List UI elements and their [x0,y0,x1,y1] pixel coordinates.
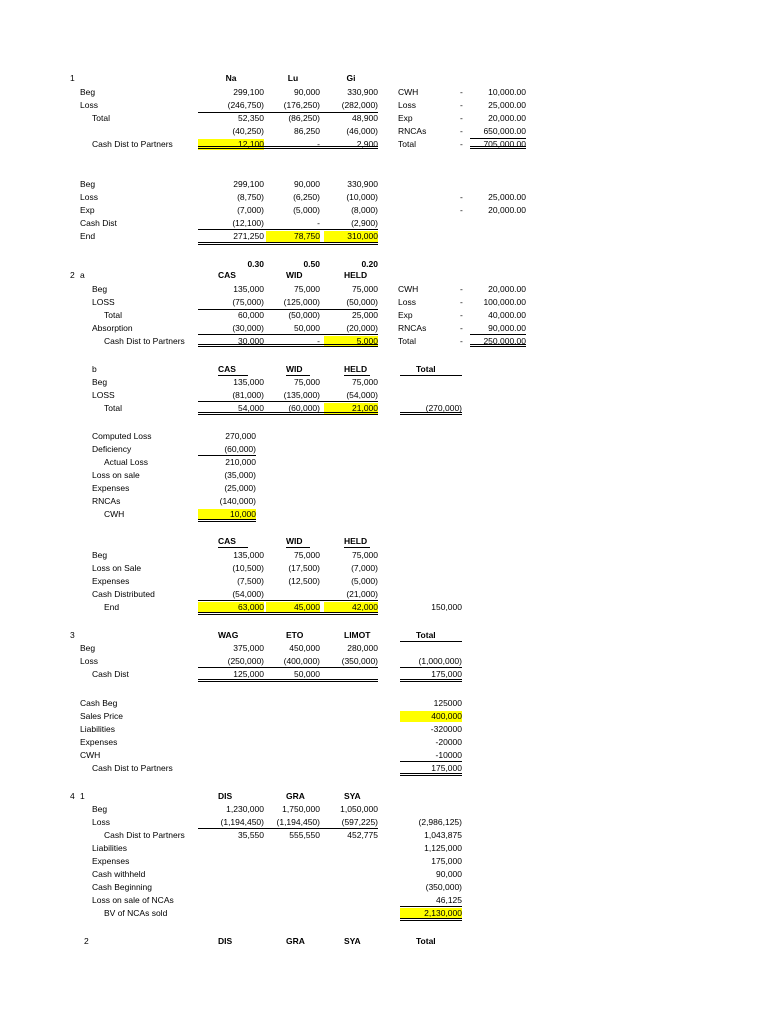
problem-number: 3 [70,630,75,640]
p1-row2-col0: 52,350 [238,113,264,123]
p3-row1-col1: (400,000) [283,656,320,666]
underline [198,229,378,230]
side-dash: - [460,205,463,215]
p2a-row1-col0: (75,000) [232,297,264,307]
total-value: 1,125,000 [424,843,462,853]
p2c-row3-col1 [266,589,320,600]
side-label: RNCAs [398,126,427,136]
side-dash: - [460,139,463,149]
double-underline [470,146,526,149]
total-value: (2,986,125) [418,817,462,827]
problem-number: 4 [70,791,75,801]
row-label: Beg [80,179,96,189]
double-underline [400,679,462,682]
p2c-row3-col0: (54,000) [232,589,264,599]
p2c-row2-col0: (7,500) [237,576,264,586]
p2c-row1-col0: (10,500) [232,563,264,573]
p2a-row4-col2: 5,000 [324,336,378,347]
col-header: SYA [344,936,361,946]
side-dash: - [460,336,463,346]
side-dash: - [460,100,463,110]
side-value: 20,000.00 [488,113,526,123]
calc-value: 125000 [433,698,462,708]
side-dash: - [460,323,463,333]
col-header: Total [416,364,436,374]
row-label: Expenses [92,576,130,586]
row-label: Beg [92,804,108,814]
side-dash: - [460,310,463,320]
calc-value: (140,000) [219,496,256,506]
col-header: DIS [218,791,233,801]
col-header: Na [225,73,237,83]
list-label: Liabilities [92,843,127,853]
ratio: 0.50 [303,259,320,269]
ratio: 0.30 [247,259,264,269]
row-label: LOSS [92,297,115,307]
p2a-row2-col1: (50,000) [288,310,320,320]
row-label: Beg [92,284,108,294]
col-header: WID [286,270,303,280]
list-label: BV of NCAs sold [104,908,168,918]
row-label: Cash Dist to Partners [104,336,185,346]
p2c-row0-col1: 75,000 [294,550,320,560]
p1b-row3-col0: (12,100) [232,218,264,228]
side-value: 100,000.00 [483,297,526,307]
p1-row4-col1: - [317,139,320,149]
col-header: WID [286,536,303,546]
underline [400,641,462,642]
calc-value: 270,000 [225,431,256,441]
double-underline [400,412,462,415]
p1-row0-col0: 299,100 [233,87,264,97]
underline [198,112,378,113]
p2a-row3-col0: (30,000) [232,323,264,333]
row-label: Beg [80,643,96,653]
underline [344,547,370,548]
p2c-row4-col2: 42,000 [324,602,378,613]
p2a-row0-col1: 75,000 [294,284,320,294]
double-underline [400,918,462,921]
underline [400,761,462,762]
p2c-row1-col1: (17,500) [288,563,320,573]
p4-row0-col2: 1,050,000 [340,804,378,814]
p3-row0-col0: 375,000 [233,643,264,653]
side-label: Loss [398,100,416,110]
p1b-row2-col1: (5,000) [293,205,320,215]
p2c-row2-col2: (5,000) [351,576,378,586]
calc-label: Loss on sale [92,470,140,480]
calc-label: Computed Loss [92,431,152,441]
double-underline [400,773,462,776]
p4-row0-col0: 1,230,000 [226,804,264,814]
underline [218,375,248,376]
col-header: HELD [344,536,368,546]
underline [344,375,370,376]
problem-number: 1 [70,73,75,83]
total-value: 46,125 [436,895,462,905]
p4-row1-col2: (597,225) [341,817,378,827]
p1b-row1-col0: (8,750) [237,192,264,202]
row-label: Cash Distributed [92,589,155,599]
double-underline [198,679,378,682]
p1-row2-col1: (86,250) [288,113,320,123]
col-header: Total [416,936,436,946]
calc-label: Sales Price [80,711,123,721]
row-label: End [80,231,96,241]
col-header: LIMOT [344,630,371,640]
p2c-row0-col2: 75,000 [352,550,378,560]
p2c-row4-col1: 45,000 [266,602,320,613]
p2a-row2-col0: 60,000 [238,310,264,320]
side-label: Loss [398,297,416,307]
side-value: 10,000.00 [488,87,526,97]
underline [198,334,378,335]
col-header: GRA [286,936,305,946]
underline [470,334,526,335]
side-dash: - [460,113,463,123]
side-dash: - [460,297,463,307]
underline [400,375,462,376]
side-value: 25,000.00 [488,192,526,202]
p1b-row2-col0: (7,000) [237,205,264,215]
p2a-row1-col2: (50,000) [346,297,378,307]
side-value: 40,000.00 [488,310,526,320]
row-label: Loss [80,100,98,110]
double-underline [198,519,256,522]
p1-row1-col1: (176,250) [283,100,320,110]
p2a-row0-col2: 75,000 [352,284,378,294]
p1b-row0-col0: 299,100 [233,179,264,189]
double-underline [198,242,378,245]
row-label: Beg [92,377,108,387]
calc-value: -10000 [435,750,462,760]
problem-sub-number: 2 [84,936,89,946]
p1-row3-col2: (46,000) [346,126,378,136]
p2a-row0-col0: 135,000 [233,284,264,294]
calc-value: (35,000) [224,470,256,480]
p4-row1-col0: (1,194,450) [220,817,264,827]
row-label: Loss [80,656,98,666]
p3-row2-col0: 125,000 [233,669,264,679]
col-header: CAS [218,536,236,546]
p2b-row0-col1: 75,000 [294,377,320,387]
ratio: 0.20 [361,259,378,269]
total-value: 90,000 [436,869,462,879]
underline [400,906,462,907]
p1-row0-col2: 330,900 [347,87,378,97]
total-value: (1,000,000) [418,656,462,666]
p1b-row4-col2: 310,000 [324,231,378,242]
row-label: Loss on Sale [92,563,142,573]
p1b-row4-col0: 271,250 [233,231,264,241]
underline [400,667,462,668]
side-dash: - [460,192,463,202]
problem-letter: b [92,364,97,374]
row-label: Loss [92,817,110,827]
underline [470,138,526,139]
side-label: CWH [398,284,419,294]
double-underline [198,612,378,615]
p2a-row2-col2: 25,000 [352,310,378,320]
p2a-row3-col1: 50,000 [294,323,320,333]
p2b-row0-col0: 135,000 [233,377,264,387]
underline [218,547,248,548]
p1-row2-col2: 48,900 [352,113,378,123]
side-value: 650,000.00 [483,126,526,136]
p4-row2-col2: 452,775 [347,830,378,840]
double-underline [198,412,378,415]
calc-label: CWH [104,509,125,519]
total-value [400,643,462,654]
side-value: 250,000.00 [483,336,526,346]
p1-row4-col0: 12,100 [198,139,264,150]
total-value: 150,000 [431,602,462,612]
row-label: Beg [80,87,96,97]
total-value: 1,043,875 [424,830,462,840]
total-value: (270,000) [425,403,462,413]
calc-value: 400,000 [400,711,462,722]
side-dash: - [460,87,463,97]
calc-label: RNCAs [92,496,121,506]
row-label: Exp [80,205,95,215]
p1b-row0-col2: 330,900 [347,179,378,189]
p2b-row1-col1: (135,000) [283,390,320,400]
p2b-row2-col1: (60,000) [288,403,320,413]
p4-row2-col0: 35,550 [238,830,264,840]
p1-row3-col0: (40,250) [232,126,264,136]
calc-value: (25,000) [224,483,256,493]
problem-letter: a [80,270,85,280]
underline [198,455,256,456]
row-label: Loss [80,192,98,202]
total-value: 2,130,000 [400,908,462,919]
col-header: GRA [286,791,305,801]
p1-row1-col0: (246,750) [227,100,264,110]
p2b-row0-col2: 75,000 [352,377,378,387]
col-header: CAS [218,364,236,374]
calc-label: Cash Beg [80,698,118,708]
total-value: 175,000 [431,856,462,866]
calc-value: 10,000 [198,509,256,520]
col-header: CAS [218,270,236,280]
p2c-row3-col2: (21,000) [346,589,378,599]
p2a-row1-col1: (125,000) [283,297,320,307]
p3-row1-col2: (350,000) [341,656,378,666]
col-header: WID [286,364,303,374]
p2b-row2-col2: 21,000 [324,403,378,414]
total-value: 175,000 [431,669,462,679]
side-value: 20,000.00 [488,284,526,294]
p1b-row4-col1: 78,750 [266,231,320,242]
calc-label: Liabilities [80,724,115,734]
p2b-row2-col0: 54,000 [238,403,264,413]
side-label: CWH [398,87,419,97]
calc-value: 175,000 [431,763,462,773]
p2c-row0-col0: 135,000 [233,550,264,560]
side-label: RNCAs [398,323,427,333]
list-label: Expenses [92,856,130,866]
side-value: 705,000.00 [483,139,526,149]
p2c-row2-col1: (12,500) [288,576,320,586]
p1-row4-col2: 2,900 [356,139,378,149]
p2c-row4-col0: 63,000 [198,602,264,613]
double-underline [198,146,378,149]
calc-value: (60,000) [224,444,256,454]
col-header: Total [416,630,436,640]
col-header: Gi [346,73,356,83]
p2c-row1-col2: (7,000) [351,563,378,573]
row-label: LOSS [92,390,115,400]
side-dash: - [460,126,463,136]
p2a-row4-col1: - [317,336,320,346]
col-header: Lu [287,73,299,83]
row-label: Beg [92,550,108,560]
p3-row1-col0: (250,000) [227,656,264,666]
p1b-row1-col1: (6,250) [293,192,320,202]
underline [198,600,378,601]
underline [286,547,310,548]
side-label: Total [398,139,416,149]
calc-label: CWH [80,750,101,760]
calc-label: Actual Loss [104,457,148,467]
row-label: Cash Dist [92,669,129,679]
row-label: Total [92,113,110,123]
calc-value: -320000 [430,724,462,734]
p1b-row2-col2: (8,000) [351,205,378,215]
row-label: Cash Dist to Partners [104,830,185,840]
list-label: Cash withheld [92,869,146,879]
calc-value: -20000 [435,737,462,747]
col-header: HELD [344,270,368,280]
col-header: SYA [344,791,361,801]
p4-row2-col1: 555,550 [289,830,320,840]
row-label: Cash Dist to Partners [92,139,173,149]
problem-sub-number: 1 [80,791,85,801]
row-label: Total [104,403,122,413]
p3-row0-col1: 450,000 [289,643,320,653]
underline [198,667,378,668]
side-label: Exp [398,310,413,320]
problem-number: 2 [70,270,75,280]
p4-row1-col1: (1,194,450) [276,817,320,827]
total-value: (350,000) [425,882,462,892]
double-underline [198,344,378,347]
p3-row0-col2: 280,000 [347,643,378,653]
row-label: Cash Dist [80,218,117,228]
side-value: 20,000.00 [488,205,526,215]
list-label: Loss on sale of NCAs [92,895,174,905]
p2b-row1-col2: (54,000) [346,390,378,400]
calc-label: Cash Dist to Partners [92,763,173,773]
p2b-row1-col0: (81,000) [232,390,264,400]
list-label: Cash Beginning [92,882,153,892]
underline [198,828,378,829]
p1-row3-col1: 86,250 [294,126,320,136]
underline [198,309,378,310]
underline [286,375,310,376]
p1-row1-col2: (282,000) [341,100,378,110]
col-header: ETO [286,630,304,640]
p1b-row1-col2: (10,000) [346,192,378,202]
col-header: WAG [218,630,239,640]
p4-row0-col1: 1,750,000 [282,804,320,814]
row-label: End [104,602,120,612]
row-label: Total [104,310,122,320]
side-value: 25,000.00 [488,100,526,110]
p1-row0-col1: 90,000 [294,87,320,97]
double-underline [470,344,526,347]
side-dash: - [460,284,463,294]
p1b-row0-col1: 90,000 [294,179,320,189]
col-header: DIS [218,936,233,946]
side-label: Exp [398,113,413,123]
calc-value: 210,000 [225,457,256,467]
p2a-row4-col0: 30,000 [238,336,264,346]
calc-label: Expenses [80,737,118,747]
p3-row2-col1: 50,000 [294,669,320,679]
p1b-row3-col2: (2,900) [351,218,378,228]
row-label: Absorption [92,323,133,333]
side-value: 90,000.00 [488,323,526,333]
side-label: Total [398,336,416,346]
calc-label: Deficiency [92,444,132,454]
calc-label: Expenses [92,483,130,493]
underline [198,401,378,402]
p1b-row3-col1: - [317,218,320,228]
col-header: HELD [344,364,368,374]
p2a-row3-col2: (20,000) [346,323,378,333]
